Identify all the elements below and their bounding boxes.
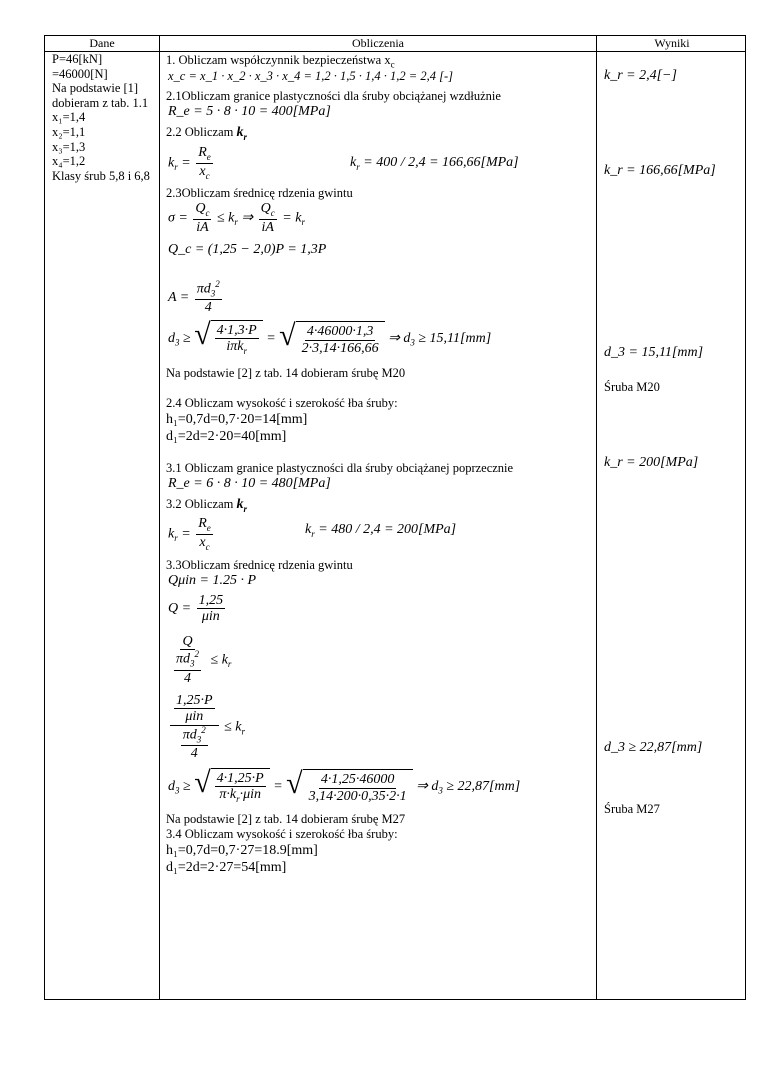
section-3-1-heading: 3.1 Obliczam granice plastyczności dla śruby obciążanej poprzecznie [166, 461, 514, 475]
formula-q: Q = $\frac{1,25}{\text{μin}}$ [168, 593, 224, 625]
formula-kr-value-2: $k_r = 480 / 2,4 = 200[MPa]$ [305, 522, 457, 539]
dane-line: x₃=1,3 [52, 139, 86, 154]
section-1-text: 1. Obliczam współczynnik bezpieczeństwa x [166, 53, 391, 67]
formula-kr-value-1-text: 400 / 2,4 = 166,66[MPa] [376, 155, 519, 170]
dane-line: x₂=1,1 [52, 124, 86, 139]
result-sruba-m27: Śruba M27 [604, 802, 660, 816]
header-dane: Dane [89, 36, 115, 50]
column-divider [596, 36, 597, 999]
dane-line: dobieram z tab. 1.1 [52, 95, 149, 110]
formula-q-area: $\frac{Q}{\frac{\pi d_3^2}{4}}$ ≤ $k_r$ [176, 634, 232, 686]
dane-line: Na podstawie [1] [52, 81, 139, 96]
formula-d3-2-result: ≥ 22,87[mm] [446, 778, 521, 794]
head-width-2: d₁=2d=2·27=54[mm] [166, 860, 287, 875]
section-3-2-heading: 3.2 Obliczam $k_r$ [166, 497, 247, 514]
dane-line: x₄=1,2 [52, 154, 86, 169]
head-width-1: d₁=2d=2·20=40[mm] [166, 429, 287, 444]
section-3-4-heading: 3.4 Obliczam wysokość i szerokość łba śruby: [166, 827, 398, 841]
formula-combined: $\frac{\frac{1,25\cdot P}{\text{μin}}}{\frac{\pi d_3^2}{4}}$ ≤ $k_r$ [168, 693, 245, 762]
formula-sigma: σ = $\frac{Q_c}{iA}$ ≤ $k_r$ ⇒ $\frac{Q_c}{iA}$ = $k_r$ [168, 201, 305, 235]
section-2-2-text: 2.2 Obliczam [166, 125, 234, 139]
formula-re-1: R_e = 5 · 8 · 10 = 400[MPa] [168, 104, 331, 119]
formula-d3-1: $d_3$ ≥ √ $\frac{4\cdot 1,3\cdot P}{i\pi k_r}$ = √ $\frac{4\cdot 46000\cdot 1,3}{2\cdot 3,14\cdot 166,66}$ ⇒ $d_3 \ge 15,11[mm]$ [168, 318, 492, 357]
section-2-2-heading: 2.2 Obliczam $k_r$ [166, 125, 247, 142]
formula-d3-2: $d_3$ ≥ √ $\frac{4\cdot 1,25\cdot P}{\pi\cdot k_r\cdot\mu in}$ = √ $\frac{4\cdot 1,25\cdot 46000}{3,14\cdot 200\cdot 0,35\cdot 2\cdot 1}$ ⇒ $d_3 \ge 22,87[mm]$ [168, 766, 521, 805]
result-kr-1: k_r = 2,4[−] [604, 68, 677, 83]
dane-line: P=46[kN] [52, 52, 103, 66]
formula-re-2: R_e = 6 · 8 · 10 = 480[MPa] [168, 476, 331, 491]
formula-area: A = $\frac{\pi d_3^2}{4}$ [168, 279, 220, 316]
result-sruba-m20: Śruba M20 [604, 380, 660, 394]
formula-qc: Q_c = (1,25 − 2,0)P = 1,3P [168, 242, 327, 257]
dane-line: x₁=1,4 [52, 110, 86, 125]
formula-qmuin: Qμin = 1.25 · P [168, 573, 257, 588]
section-1-heading [166, 53, 395, 70]
dane-line: Klasy śrub 5,8 i 6,8 [52, 168, 150, 183]
section-1-sub: c [390, 59, 395, 70]
formula-kr-ratio-1: $k_r$ = $\frac{R_e}{x_c}$ [168, 145, 211, 181]
section-3-2-text: 3.2 Obliczam [166, 497, 234, 511]
result-d3-1: d_3 = 15,11[mm] [604, 345, 704, 360]
formula-kr-ratio-2: $k_r$ = $\frac{R_e}{x_c}$ [168, 516, 211, 552]
formula-kr-value-1: $k_r = 400 / 2,4 = 166,66[MPa]$ [350, 155, 519, 172]
section-2-3-heading: 2.3Obliczam średnicę rdzenia gwintu [166, 186, 353, 200]
head-height-2: h₁=0,7d=0,7·27=18.9[mm] [166, 843, 318, 858]
result-kr-3: k_r = 200[MPa] [604, 455, 699, 470]
header-wyniki: Wyniki [654, 36, 690, 50]
formula-xc: x_c = x_1 · x_2 · x_3 · x_4 = 1,2 · 1,5 · 1,4 · 1,2 = 2,4 [-] [168, 69, 453, 83]
section-3-3-heading: 3.3Obliczam średnicę rdzenia gwintu [166, 558, 353, 572]
dane-line: =46000[N] [52, 66, 108, 81]
formula-kr-value-2-text: 480 / 2,4 = 200[MPa] [331, 522, 457, 537]
result-d3-2: d_3 ≥ 22,87[mm] [604, 740, 703, 755]
formula-d3-1-result: ≥ 15,11[mm] [418, 330, 492, 346]
selection-note-m27: Na podstawie [2] z tab. 14 dobieram śrubę M27 [166, 812, 406, 826]
header-divider [45, 51, 745, 52]
section-2-1-heading: 2.1Obliczam granice plastyczności dla śruby obciążanej wzdłużnie [166, 89, 501, 103]
result-kr-2: k_r = 166,66[MPa] [604, 163, 716, 178]
selection-note-m20: Na podstawie [2] z tab. 14 dobieram śrubę M20 [166, 366, 406, 380]
dane-column [52, 52, 150, 183]
column-divider [159, 36, 160, 999]
header-obliczenia: Obliczenia [352, 36, 404, 50]
section-2-4-heading: 2.4 Obliczam wysokość i szerokość łba śruby: [166, 396, 398, 410]
head-height-1: h₁=0,7d=0,7·20=14[mm] [166, 412, 308, 427]
